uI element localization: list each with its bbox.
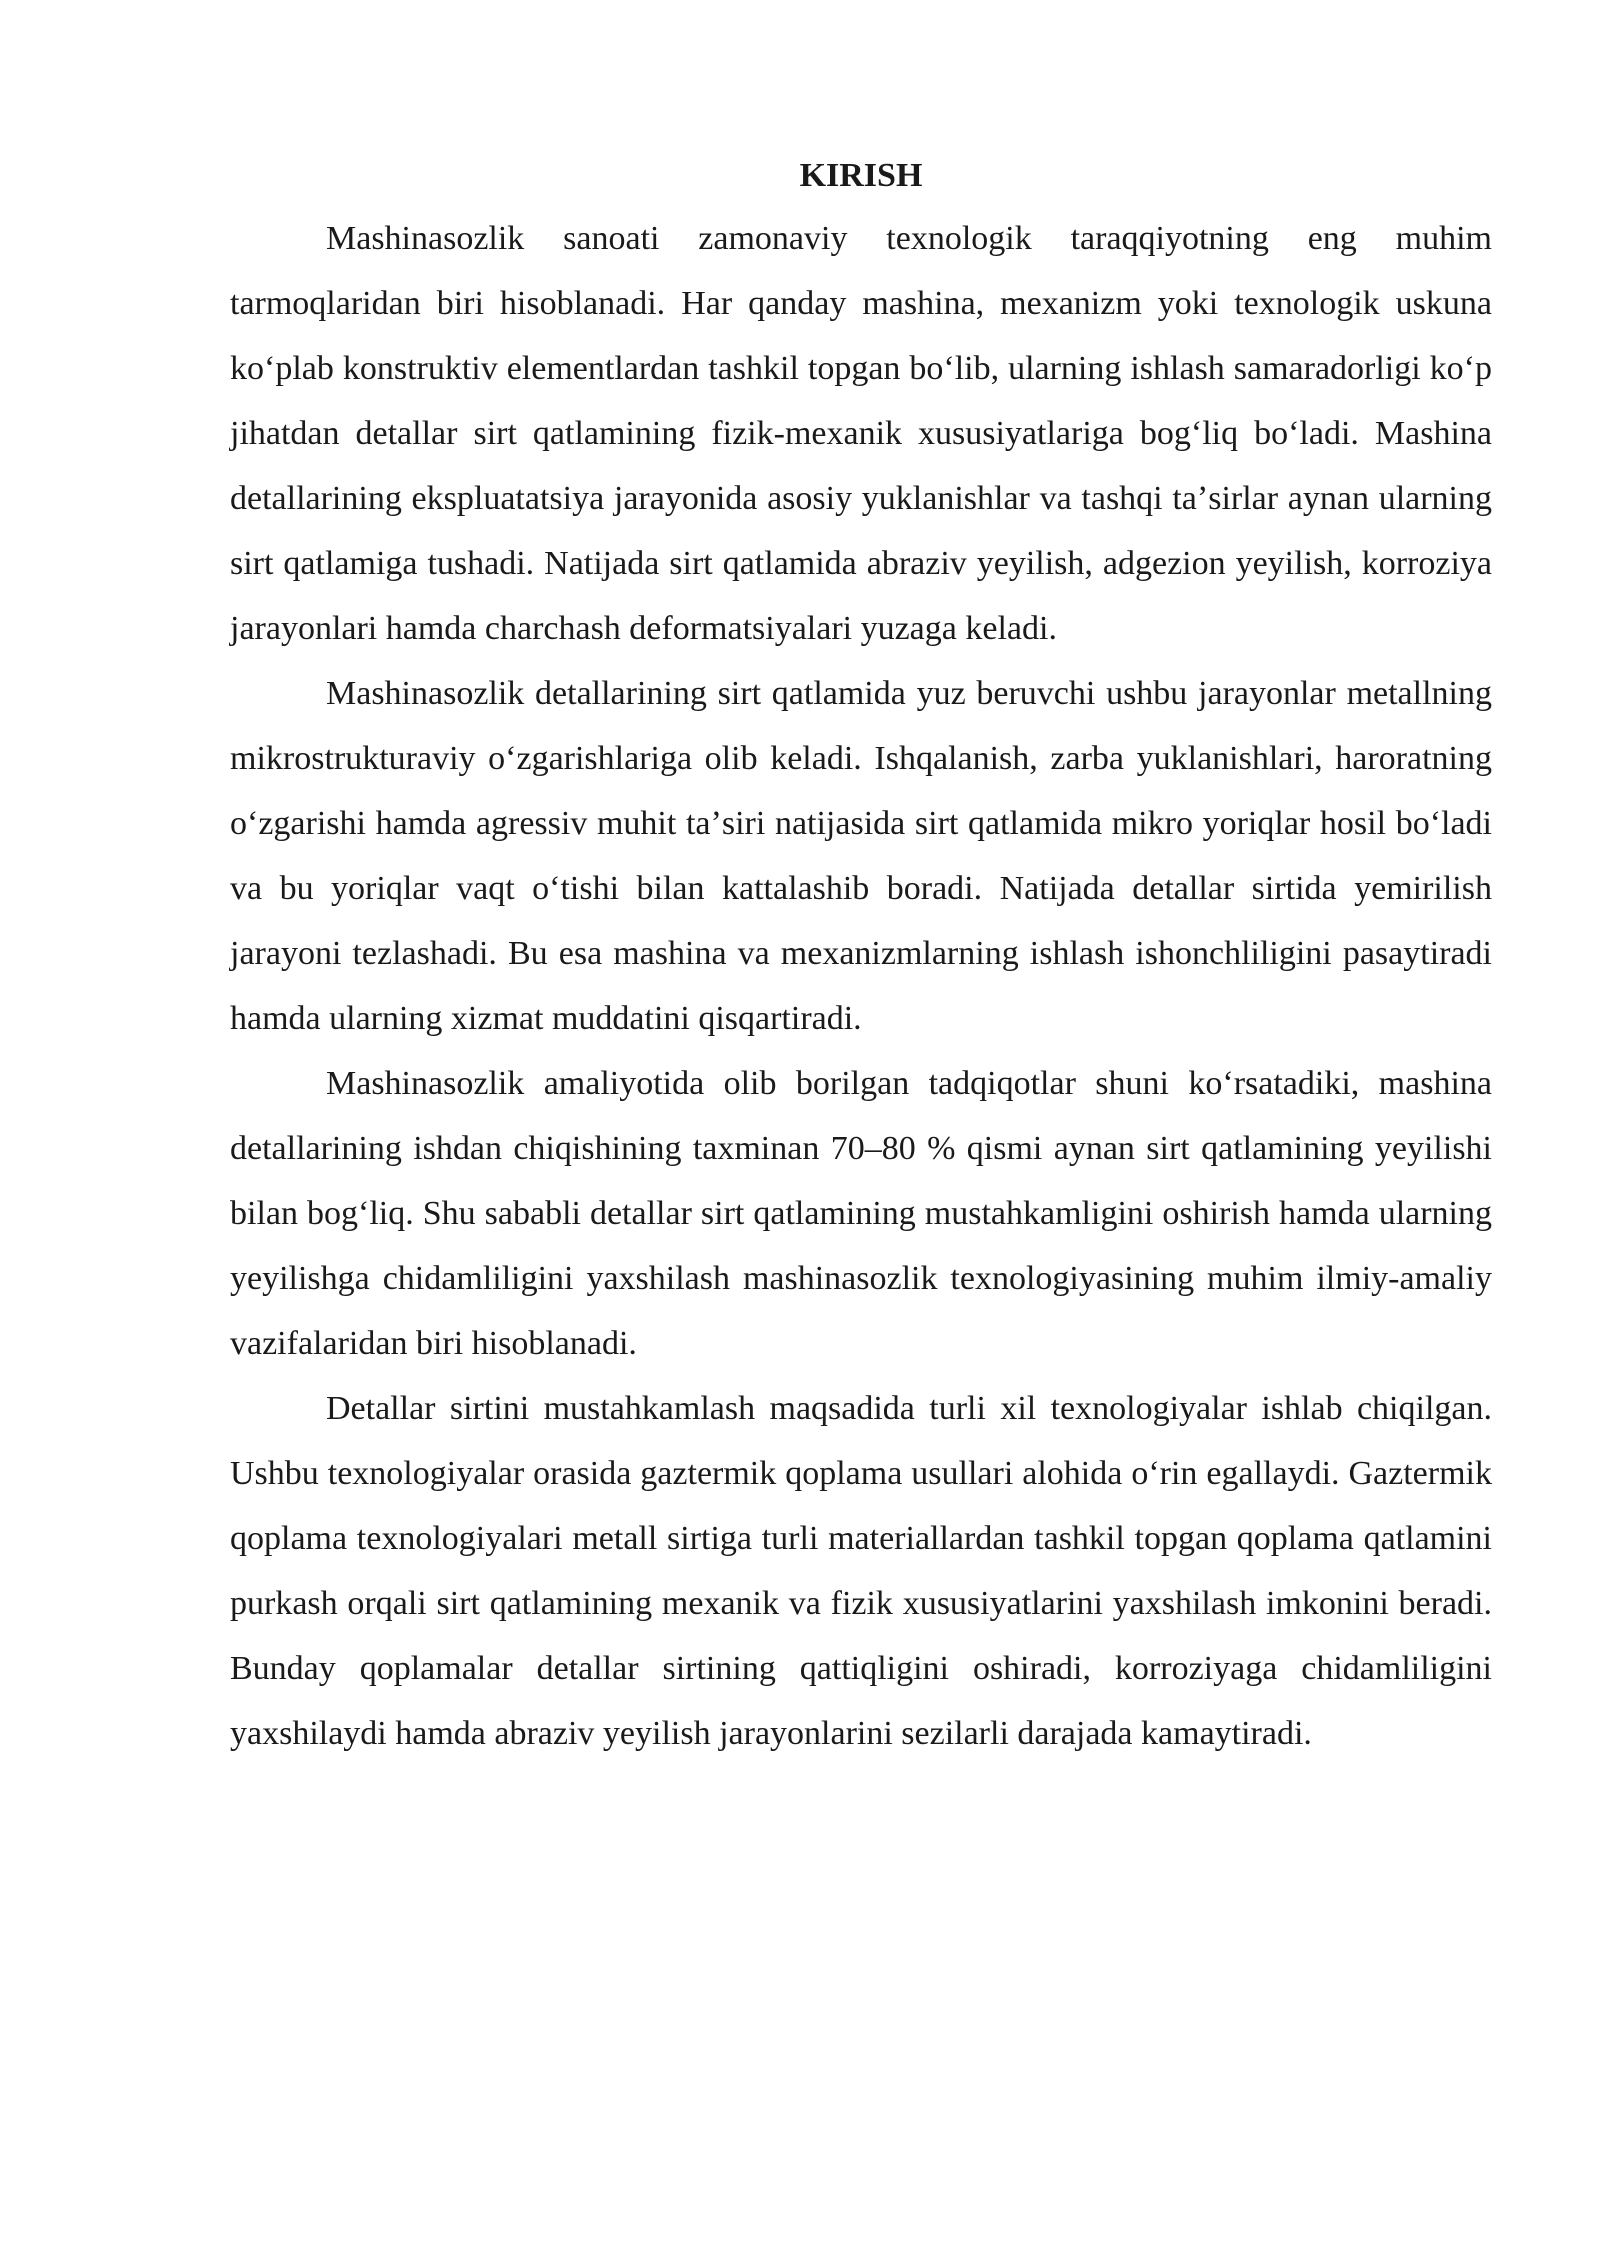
paragraph-2: Mashinasozlik detallarining sirt qatlamida yuz beruvchi ushbu jarayonlar metallning mikrostrukturaviy oʻzgarishlariga olib keladi. Ishqalanish, zarba yuklanishlari, haroratning oʻzgarishi hamda agressiv muhit taʼsiri natijasida sirt qatlamida mikro yoriqlar hosil boʻladi va bu yoriqlar vaqt oʻtishi bilan kattalashib boradi. Natijada detallar sirtida yemirilish jarayoni tezlashadi. Bu esa mashina va mexanizmlarning ishlash ishonchliligini pasaytiradi hamda ularning xizmat muddatini qisqartiradi. bbox=[230, 675, 1492, 1037]
paragraph-3: Mashinasozlik amaliyotida olib borilgan tadqiqotlar shuni koʻrsatadiki, mashina detallarining ishdan chiqishining taxminan 70–80 % qismi aynan sirt qatlamining yeyilishi bilan bogʻliq. Shu sababli detallar sirt qatlamining mustahkamligini oshirish hamda ularning yeyilishga chidamliligini yaxshilash mashinasozlik texnologiyasining muhim ilmiy-amaliy vazifalaridan biri hisoblanadi. bbox=[230, 1065, 1492, 1362]
paragraph-1: Mashinasozlik sanoati zamonaviy texnologik taraqqiyotning eng muhim tarmoqlaridan biri hisoblanadi. Har qanday mashina, mexanizm yoki texnologik uskuna koʻplab konstruktiv elementlardan tashkil topgan boʻlib, ularning ishlash samaradorligi koʻp jihatdan detallar sirt qatlamining fizik-mexanik xususiyatlariga bogʻliq boʻladi. Mashina detallarining ekspluatatsiya jarayonida asosiy yuklanishlar va tashqi taʼsirlar aynan ularning sirt qatlamiga tushadi. Natijada sirt qatlamida abraziv yeyilish, adgezion yeyilish, korroziya jarayonlari hamda charchash deformatsiyalari yuzaga keladi. bbox=[230, 220, 1492, 647]
section-title: KIRISH bbox=[799, 157, 923, 194]
document-body bbox=[230, 146, 1492, 1766]
paragraph-4: Detallar sirtini mustahkamlash maqsadida turli xil texnologiyalar ishlab chiqilgan. Ushbu texnologiyalar orasida gaztermik qoplama usullari alohida oʻrin egallaydi. Gaztermik qoplama texnologiyalari metall sirtiga turli materiallardan tashkil topgan qoplama qatlamini purkash orqali sirt qatlamining mexanik va fizik xususiyatlarini yaxshilash imkonini beradi. Bunday qoplamalar detallar sirtining qattiqligini oshiradi, korroziyaga chidamliligini yaxshilaydi hamda abraziv yeyilish jarayonlarini sezilarli darajada kamaytiradi. bbox=[230, 1390, 1492, 1752]
